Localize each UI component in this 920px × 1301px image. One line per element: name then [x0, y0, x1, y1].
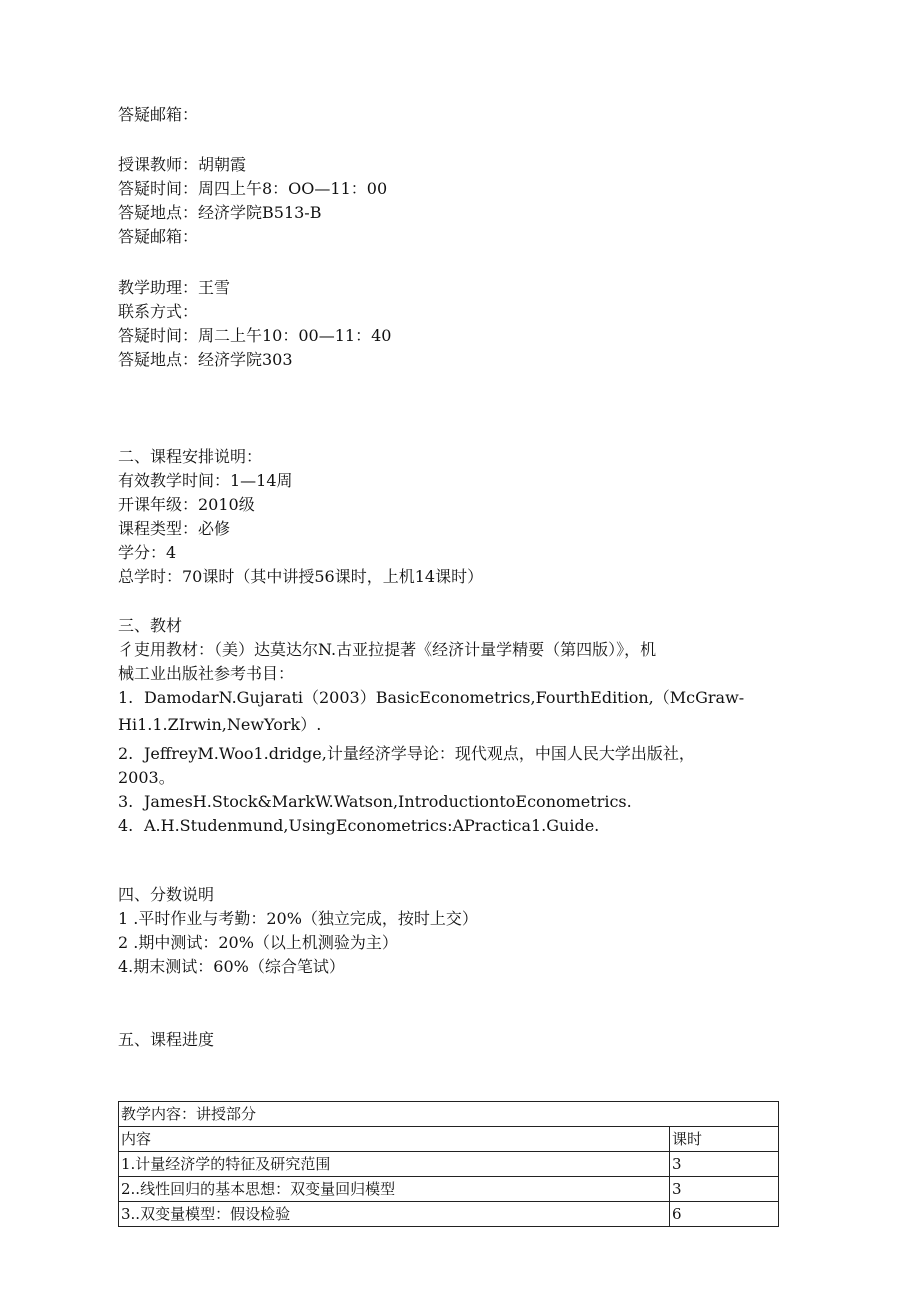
course-grade: 开课年级：2010级 — [118, 495, 255, 514]
instructor-office-hours: 答疑时间：周四上午8：OO—11：00 — [118, 179, 388, 198]
grading-item: 4.期末测试：60%（综合笔试） — [118, 957, 345, 976]
row-content: 2..线性回归的基本思想：双变量回归模型 — [119, 1177, 670, 1202]
assistant-contact: 联系方式： — [118, 302, 199, 321]
instructor-office-location: 答疑地点：经济学院B513-B — [118, 203, 322, 222]
textbook-line-2: 械工业出版社参考书目： — [118, 664, 295, 683]
section4-title: 四、分数说明 — [118, 885, 215, 904]
reference-text: JeffreyM.Woo1.dridge,计量经济学导论：现代观点，中国人民大学出版社， — [144, 744, 695, 763]
section5-title: 五、课程进度 — [118, 1030, 215, 1049]
table-row — [119, 1177, 779, 1202]
instructor-name: 授课教师：胡朝霞 — [118, 155, 247, 174]
row-content: 1.计量经济学的特征及研究范围 — [119, 1152, 670, 1177]
reference-number: 4. — [118, 816, 134, 835]
reference-number: 1. — [118, 688, 134, 707]
section2-title: 二、课程安排说明： — [118, 447, 263, 466]
reference-text-continued: 2003。 — [118, 768, 175, 787]
table-row — [119, 1202, 779, 1227]
column-header-hours: 课时 — [670, 1127, 779, 1152]
reference-item — [118, 792, 632, 812]
row-hours: 6 — [670, 1202, 779, 1227]
reference-text: JamesH.Stock&MarkW.Watson,IntroductiontoEconometrics. — [144, 792, 632, 811]
reference-item — [118, 688, 744, 708]
row-hours: 3 — [670, 1152, 779, 1177]
course-type: 课程类型：必修 — [118, 519, 231, 538]
column-header-content: 内容 — [119, 1127, 670, 1152]
assistant-name: 教学助理：王雪 — [118, 278, 231, 297]
course-schedule-table — [118, 1101, 779, 1227]
table-row — [119, 1152, 779, 1177]
email-label-top: 答疑邮箱： — [118, 105, 199, 124]
instructor-email: 答疑邮箱： — [118, 227, 199, 246]
table-column-headers — [119, 1127, 779, 1152]
reference-number: 3. — [118, 792, 134, 811]
textbook-line-1: 彳吏用教材：（美）达莫达尔N.古亚拉提著《经济计量学精要（第四版）》，机 — [118, 640, 657, 659]
reference-text-continued: Hi1.1.ZIrwin,NewYork）. — [118, 715, 322, 734]
assistant-office-location: 答疑地点：经济学院303 — [118, 350, 293, 369]
reference-item — [118, 744, 695, 764]
teaching-weeks: 有效教学时间：1—14周 — [118, 471, 293, 490]
row-hours: 3 — [670, 1177, 779, 1202]
grading-item: 2 .期中测试：20%（以上机测验为主） — [118, 933, 398, 952]
reference-text: A.H.Studenmund,UsingEconometrics:APractica1.Guide. — [144, 816, 600, 835]
section3-title: 三、教材 — [118, 616, 183, 635]
course-credits: 学分：4 — [118, 543, 177, 562]
assistant-office-hours: 答疑时间：周二上午10：00—11：40 — [118, 326, 392, 345]
reference-item — [118, 816, 599, 836]
grading-item: 1 .平时作业与考勤：20%（独立完成，按时上交） — [118, 909, 478, 928]
table-header-row — [119, 1102, 779, 1127]
reference-text: DamodarN.Gujarati（2003）BasicEconometrics,FourthEdition,（McGraw- — [144, 688, 745, 707]
row-content: 3..双变量模型：假设检验 — [119, 1202, 670, 1227]
course-total-hours: 总学时：70课时（其中讲授56课时，上机14课时） — [118, 567, 484, 586]
reference-number: 2. — [118, 744, 134, 763]
table-caption: 教学内容：讲授部分 — [119, 1102, 779, 1127]
